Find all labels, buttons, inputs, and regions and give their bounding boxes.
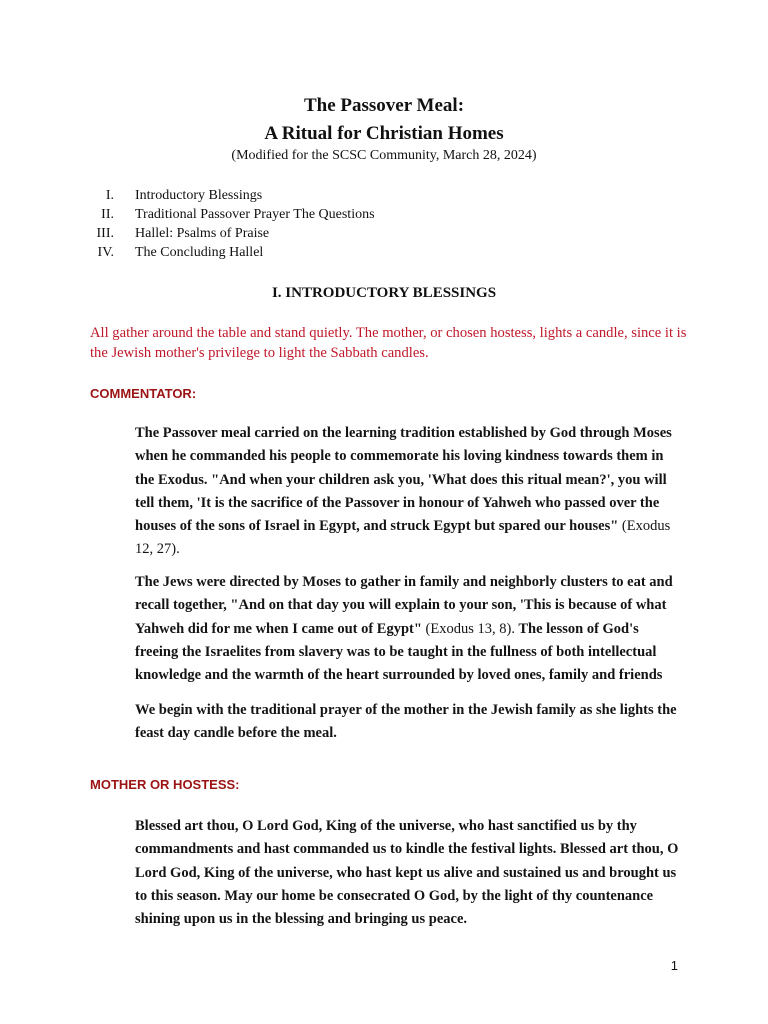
rubric-instruction: All gather around the table and stand quietly. The mother, or chosen hostess, lights a candle, since it is the Jewish mother's privilege to light the Sabbath candles. xyxy=(90,325,687,361)
table-of-contents xyxy=(90,186,510,262)
toc-item-number: IV. xyxy=(97,245,114,260)
mother-hostess-label: MOTHER OR HOSTESS: xyxy=(90,777,240,792)
toc-item-number: I. xyxy=(105,188,114,203)
document-title-line-2: A Ritual for Christian Homes xyxy=(264,123,504,144)
toc-item-label: The Concluding Hallel xyxy=(135,245,264,260)
toc-item xyxy=(90,224,510,243)
page-number: 1 xyxy=(670,958,678,973)
toc-item xyxy=(90,205,510,224)
paragraph-text: The lesson of God's freeing the Israelites from slavery was to be taught in the fullness of both intellectual knowledge and the warmth of the heart surrounded by loved ones, family and friends xyxy=(135,620,663,684)
commentator-paragraph-2 xyxy=(135,571,680,687)
section-heading: I. INTRODUCTORY BLESSINGS xyxy=(271,285,497,301)
blessing-prayer-paragraph: Blessed art thou, O Lord God, King of the universe, who hast sanctified us by thy commandments and hast commanded us to kindle the festival lights. Blessed art thou, O Lord God, King of the universe, who hast kept us alive and sustained us and brought us to this season. May our home be consecrated O God, by the light of thy countenance shining upon us in the blessing and bringing us peace. xyxy=(135,818,679,928)
toc-item-number: III. xyxy=(96,226,114,241)
commentator-paragraph-1 xyxy=(135,422,680,562)
paragraph-text: The Jews were directed by Moses to gather in family and neighborly clusters to eat and recall together, "And on that day you will explain to your son, 'This is because of what Yahweh did for me when I came out of Egypt" xyxy=(135,574,673,637)
document-subtitle: (Modified for the SCSC Community, March 28, 2024) xyxy=(231,148,537,163)
toc-item xyxy=(90,243,510,262)
toc-item-label: Hallel: Psalms of Praise xyxy=(135,226,270,241)
commentator-label: COMMENTATOR: xyxy=(90,386,197,401)
toc-item xyxy=(90,186,510,205)
toc-item-label: Introductory Blessings xyxy=(135,188,263,203)
commentator-paragraph-3: We begin with the traditional prayer of the mother in the Jewish family as she lights the feast day candle before the meal. xyxy=(135,702,677,742)
toc-item-number: II. xyxy=(101,207,114,222)
scripture-citation: (Exodus 13, 8). xyxy=(421,620,515,637)
scripture-citation: (Exodus 12, 27). xyxy=(135,518,671,558)
paragraph-text: The Passover meal carried on the learning tradition established by God through Moses when he commanded his people to commemorate his loving kindness towards them in the Exodus. "And when your children ask you, 'What does this ritual mean?', you will tell them, 'It is the sacrifice of the Passover in honour of Yahweh who passed over the houses of the sons of Israel in Egypt, and struck Egypt but spared our houses" xyxy=(135,425,672,535)
document-title-line-1: The Passover Meal: xyxy=(303,95,465,116)
toc-item-label: Traditional Passover Prayer The Questions xyxy=(135,207,375,222)
